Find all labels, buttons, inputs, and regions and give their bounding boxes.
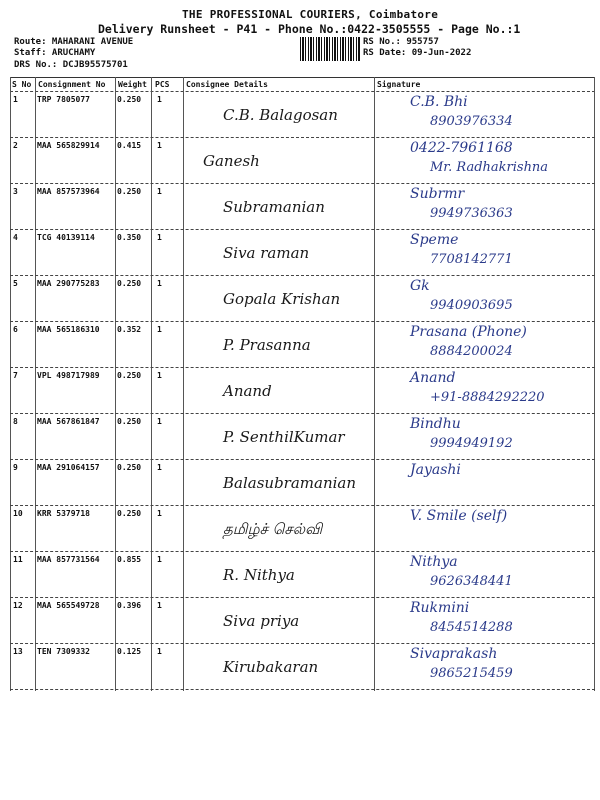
row-sno: 11 (13, 555, 23, 564)
runsheet-table (10, 77, 595, 691)
row-weight: 0.250 (117, 371, 142, 380)
row-consignee-name: P. SenthilKumar (223, 428, 345, 446)
row-weight: 0.415 (117, 141, 142, 150)
row-pcs: 1 (157, 279, 162, 288)
row-signature: Subrmr (410, 186, 465, 202)
row-weight: 0.855 (117, 555, 142, 564)
row-sno: 5 (13, 279, 18, 288)
route-label: Route: MAHARANI AVENUE (14, 37, 134, 47)
table-row (10, 552, 595, 598)
header-consignee: Consignee Details (186, 80, 268, 89)
row-sno: 3 (13, 187, 18, 196)
row-consignee-name: Balasubramanian (223, 474, 357, 492)
row-sno: 13 (13, 647, 23, 656)
row-signature-phone: 9949736363 (430, 206, 513, 221)
row-consignment-no: MAA 291064157 (37, 463, 100, 472)
row-consignee-name: Siva raman (223, 244, 310, 262)
row-consignee-name: R. Nithya (223, 566, 295, 584)
row-signature-phone: 9940903695 (430, 298, 513, 313)
row-divider (10, 689, 595, 690)
runsheet-title: Delivery Runsheet - P41 - Phone No.:0422-3505555 - Page No.:1 (98, 22, 521, 36)
row-consignee-name: Siva priya (223, 612, 300, 630)
row-pcs: 1 (157, 187, 162, 196)
row-pcs: 1 (157, 647, 162, 656)
row-sno: 8 (13, 417, 18, 426)
row-signature-phone: 8884200024 (430, 344, 513, 359)
row-sno: 4 (13, 233, 18, 242)
row-signature: Prasana (Phone) (410, 324, 527, 340)
row-signature-phone: +91-8884292220 (430, 390, 545, 405)
row-weight: 0.250 (117, 95, 142, 104)
row-consignee-name: Anand (223, 382, 272, 400)
row-consignment-no: TRP 7805077 (37, 95, 90, 104)
row-weight: 0.125 (117, 647, 142, 656)
rs-date: RS Date: 09-Jun-2022 (363, 48, 472, 58)
row-signature: C.B. Bhi (410, 94, 468, 110)
row-signature: Nithya (410, 554, 458, 570)
row-signature: 0422-7961168 (410, 140, 513, 156)
row-weight: 0.352 (117, 325, 142, 334)
row-pcs: 1 (157, 509, 162, 518)
row-sno: 1 (13, 95, 18, 104)
row-weight: 0.250 (117, 279, 142, 288)
row-signature-phone: 8454514288 (430, 620, 513, 635)
row-signature: V. Smile (self) (410, 508, 508, 524)
row-pcs: 1 (157, 601, 162, 610)
table-row (10, 414, 595, 460)
row-sno: 10 (13, 509, 23, 518)
row-sno: 7 (13, 371, 18, 380)
company-title: THE PROFESSIONAL COURIERS, Coimbatore (182, 8, 439, 21)
row-consignment-no: MAA 565186310 (37, 325, 100, 334)
drs-number: DRS No.: DCJB95575701 (14, 60, 128, 70)
row-consignment-no: MAA 290775283 (37, 279, 100, 288)
table-row (10, 368, 595, 414)
row-pcs: 1 (157, 463, 162, 472)
row-signature-phone: 9994949192 (430, 436, 513, 451)
row-pcs: 1 (157, 555, 162, 564)
barcode-image (300, 37, 360, 61)
table-row (10, 460, 595, 506)
row-pcs: 1 (157, 233, 162, 242)
row-pcs: 1 (157, 95, 162, 104)
row-consignment-no: TEN 7309332 (37, 647, 90, 656)
row-pcs: 1 (157, 417, 162, 426)
table-row (10, 138, 595, 184)
rs-number: RS No.: 955757 (363, 37, 439, 47)
row-sno: 9 (13, 463, 18, 472)
table-row (10, 598, 595, 644)
row-weight: 0.250 (117, 509, 142, 518)
row-signature: Anand (410, 370, 456, 386)
staff-label: Staff: ARUCHAMY (14, 48, 96, 58)
row-consignee-name: Kirubakaran (223, 658, 319, 676)
row-signature: Rukmini (410, 600, 470, 616)
row-consignee-name: C.B. Balagosan (223, 106, 338, 124)
row-signature: Gk (410, 278, 430, 294)
row-signature: Sivaprakash (410, 646, 498, 662)
row-sno: 12 (13, 601, 23, 610)
row-sno: 6 (13, 325, 18, 334)
row-signature: Jayashi (410, 462, 461, 478)
row-weight: 0.250 (117, 187, 142, 196)
row-consignment-no: MAA 567861847 (37, 417, 100, 426)
table-row (10, 230, 595, 276)
row-consignment-no: VPL 498717989 (37, 371, 100, 380)
row-consignment-no: MAA 565829914 (37, 141, 100, 150)
row-signature-phone: 9626348441 (430, 574, 513, 589)
table-row (10, 92, 595, 138)
row-consignee-name: தமிழ்ச் செல்வி (223, 520, 323, 538)
row-consignment-no: MAA 565549728 (37, 601, 100, 610)
header-signature: Signature (377, 80, 421, 89)
row-signature: Speme (410, 232, 459, 248)
row-signature: Bindhu (410, 416, 461, 432)
row-consignment-no: MAA 857731564 (37, 555, 100, 564)
header-pcs: PCS (155, 80, 170, 89)
row-consignee-name: P. Prasanna (223, 336, 311, 354)
row-weight: 0.350 (117, 233, 142, 242)
row-sno: 2 (13, 141, 18, 150)
row-pcs: 1 (157, 141, 162, 150)
row-consignee-name: Ganesh (203, 152, 260, 170)
table-row (10, 644, 595, 690)
row-consignee-name: Gopala Krishan (223, 290, 341, 308)
header-sno: S No (12, 80, 32, 89)
row-signature-phone: 7708142771 (430, 252, 513, 267)
row-weight: 0.250 (117, 417, 142, 426)
row-signature-phone: Mr. Radhakrishna (430, 160, 549, 175)
header-consignment: Consignment No (38, 80, 106, 89)
table-row (10, 506, 595, 552)
row-consignee-name: Subramanian (223, 198, 325, 216)
header-weight: Weight (118, 80, 147, 89)
row-pcs: 1 (157, 325, 162, 334)
row-pcs: 1 (157, 371, 162, 380)
table-row (10, 322, 595, 368)
table-row (10, 184, 595, 230)
row-weight: 0.250 (117, 463, 142, 472)
row-weight: 0.396 (117, 601, 142, 610)
row-consignment-no: KRR 5379718 (37, 509, 90, 518)
row-signature-phone: 9865215459 (430, 666, 513, 681)
row-signature-phone: 8903976334 (430, 114, 513, 129)
row-consignment-no: MAA 857573964 (37, 187, 100, 196)
table-row (10, 276, 595, 322)
row-consignment-no: TCG 40139114 (37, 233, 95, 242)
